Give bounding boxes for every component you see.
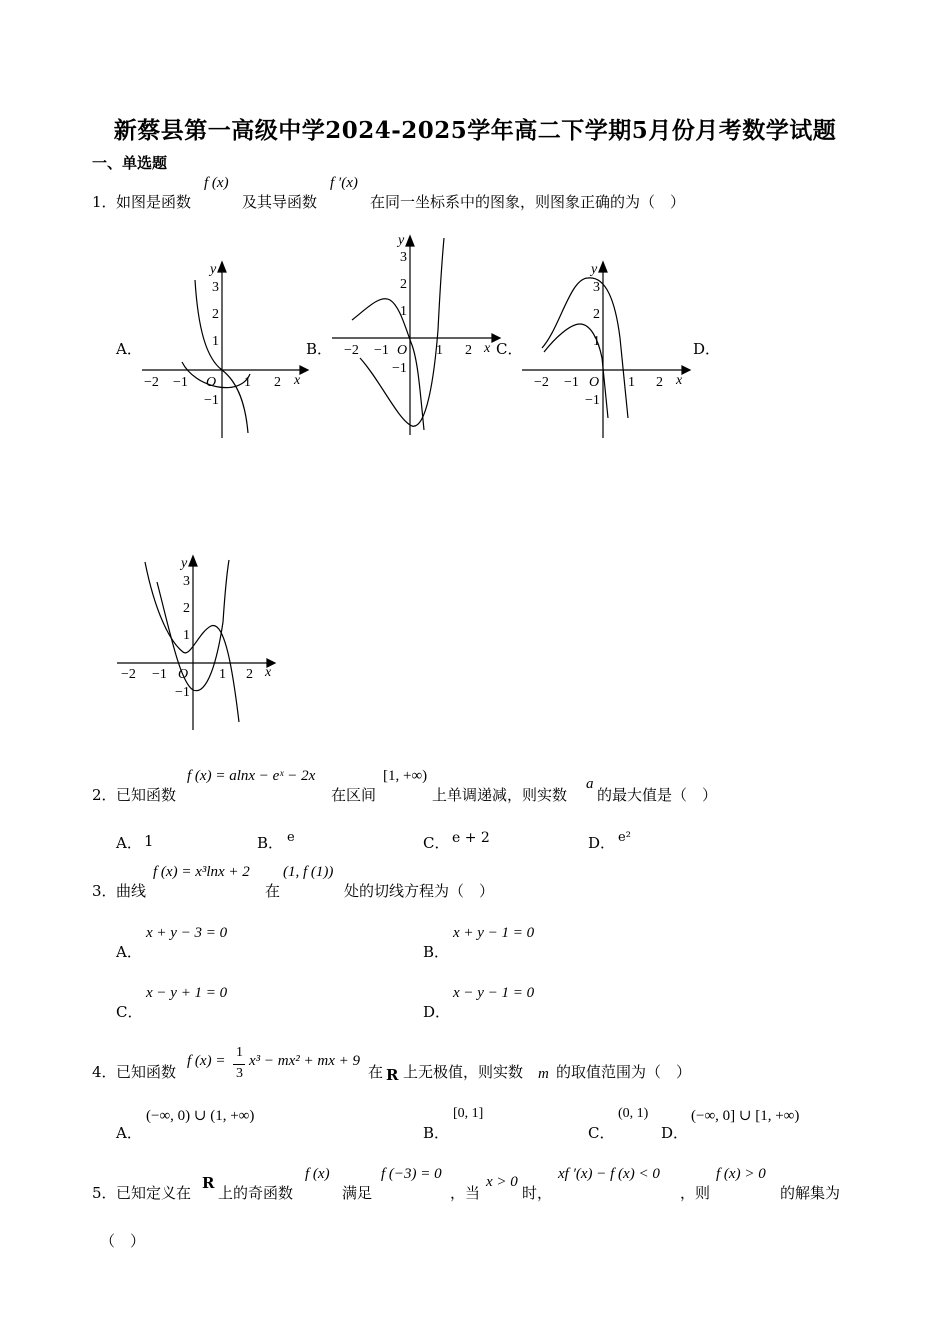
graph-x-tick-label: x (676, 373, 683, 388)
q4-option-b-label: B． (423, 1124, 450, 1142)
graph-y-tick-label: 3 (212, 280, 219, 295)
graph-x-tick-label: 2 (465, 343, 472, 358)
q5-text-3: 满足 (342, 1184, 373, 1202)
axis-arrow (599, 262, 607, 272)
function-curve (352, 299, 424, 430)
q2-expr: f (x) = alnx − eˣ − 2x (187, 768, 316, 784)
axis-arrow (492, 334, 500, 342)
q2-option-b-label: B． (257, 834, 284, 852)
q5-cond-1: f (−3) = 0 (381, 1166, 442, 1182)
axis-arrow (300, 366, 308, 374)
q1-func: f (x) (204, 175, 229, 191)
graph-x-tick-label: 1 (219, 667, 226, 682)
graph-x-tick-label: −1 (173, 375, 188, 390)
q4-option-c-label: C． (588, 1124, 615, 1142)
section-heading: 一、单选题 (92, 154, 168, 172)
q2-option-c-value: e + 2 (452, 830, 490, 846)
graph-y-tick-label: y (181, 556, 188, 571)
q2-text-2: 在区间 (331, 786, 377, 804)
graph-d (115, 552, 285, 732)
q1-option-a-label: A． (116, 340, 142, 358)
q3-expr: f (x) = x³lnx + 2 (153, 864, 250, 880)
q3-text-1: 曲线 (116, 882, 147, 900)
q3-option-c-value: x − y + 1 = 0 (146, 985, 228, 1001)
q2-number: 2． (92, 786, 117, 804)
graph-x-tick-label: O (397, 343, 408, 358)
q4-option-b-value: [0, 1] (453, 1106, 484, 1121)
graph-c (520, 258, 690, 443)
q4-expr-b: x³ − mx² + mx + 9 (249, 1053, 360, 1069)
q4-text-4: 的取值范围为（ ） (556, 1063, 692, 1081)
q4-frac-bar (233, 1064, 245, 1065)
graph-y-tick-label: 1 (183, 628, 190, 643)
q2-option-c-label: C． (423, 834, 450, 852)
axis-arrow (406, 236, 414, 246)
q3-text-2: 在 (265, 882, 281, 900)
q2-text-1: 已知函数 (116, 786, 177, 804)
graph-x-tick-label: −2 (121, 667, 136, 682)
q3-option-d-label: D． (423, 1003, 451, 1021)
graph-y-tick-label: y (591, 262, 598, 277)
q5-text-6: ，则 (680, 1184, 711, 1202)
q2-text-3: 上单调递减，则实数 (432, 786, 568, 804)
q3-option-b-value: x + y − 1 = 0 (453, 925, 535, 941)
q3-option-a-label: A． (116, 943, 142, 961)
graph-y-tick-label: −1 (392, 361, 407, 376)
q5-text-2: 上的奇函数 (218, 1184, 294, 1202)
q2-interval: [1, +∞) (383, 768, 428, 784)
q4-frac-den: 3 (236, 1066, 243, 1081)
axis-arrow (682, 366, 690, 374)
q4-option-d-label: D． (661, 1124, 689, 1142)
graph-x-tick-label: −1 (374, 343, 389, 358)
q5-text-5: 时， (522, 1184, 553, 1202)
q3-text-3: 处的切线方程为（ ） (344, 882, 495, 900)
axis-arrow (218, 262, 226, 272)
q3-option-a-value: x + y − 3 = 0 (146, 925, 228, 941)
q3-option-d-value: x − y − 1 = 0 (453, 985, 535, 1001)
graph-y-tick-label: 1 (400, 304, 407, 319)
graph-y-tick-label: −1 (585, 393, 600, 408)
graph-y-tick-label: 3 (593, 280, 600, 295)
graph-x-tick-label: −2 (144, 375, 159, 390)
graph-y-tick-label: y (398, 233, 405, 248)
graph-x-tick-label: −2 (534, 375, 549, 390)
q1-text-2: 及其导函数 (242, 193, 318, 211)
graph-x-tick-label: x (265, 665, 272, 680)
q1-number: 1． (92, 193, 117, 211)
graph-y-tick-label: y (210, 262, 217, 277)
q3-number: 3． (92, 882, 117, 900)
graph-y-tick-label: −1 (204, 393, 219, 408)
graph-x-tick-label: 2 (246, 667, 253, 682)
graph-b (330, 230, 500, 440)
q4-option-d-value: (−∞, 0] ∪ [1, +∞) (691, 1108, 800, 1124)
graph-y-tick-label: 3 (183, 574, 190, 589)
graph-x-tick-label: 2 (656, 375, 663, 390)
q4-option-c-value: (0, 1) (618, 1106, 649, 1121)
q2-option-d-label: D． (588, 834, 616, 852)
graph-y-tick-label: 2 (593, 307, 600, 322)
q3-option-b-label: B． (423, 943, 450, 961)
graph-y-tick-label: 1 (212, 334, 219, 349)
graph-y-tick-label: 1 (593, 334, 600, 349)
q4-number: 4． (92, 1063, 117, 1081)
q4-text-1: 已知函数 (116, 1063, 177, 1081)
q4-text-3: 上无极值，则实数 (403, 1063, 524, 1081)
graph-x-tick-label: 1 (436, 343, 443, 358)
q5-cond-4: f (x) > 0 (716, 1166, 766, 1182)
q1-option-d-label: D． (693, 340, 721, 358)
graph-y-tick-label: 3 (400, 250, 407, 265)
graph-x-tick-label: O (178, 667, 189, 682)
graph-y-tick-label: 2 (183, 601, 190, 616)
q2-option-a-value: 1 (144, 832, 154, 850)
graph-x-tick-label: 2 (274, 375, 281, 390)
q4-var: m (538, 1066, 549, 1082)
q1-option-b-label: B． (306, 340, 333, 358)
function-curve (145, 562, 239, 722)
q4-text-2: 在 (368, 1063, 384, 1081)
q5-cond-2: x > 0 (486, 1174, 518, 1190)
graph-x-tick-label: x (294, 373, 301, 388)
q4-expr-a: f (x) = (187, 1053, 226, 1069)
q4-frac-num: 1 (236, 1045, 243, 1060)
graph-x-tick-label: O (589, 375, 600, 390)
page-title: 新蔡县第一高级中学2024-2025学年高二下学期5月份月考数学试题 (113, 117, 837, 144)
q2-option-b-value: e (287, 830, 295, 845)
q5-text-1: 已知定义在 (116, 1184, 192, 1202)
graph-y-tick-label: 2 (212, 307, 219, 322)
q2-var: a (586, 776, 594, 792)
q2-option-d-value: e² (618, 830, 631, 845)
graph-x-tick-label: −2 (344, 343, 359, 358)
graph-x-tick-label: O (206, 375, 217, 390)
q4-R: R (386, 1066, 399, 1084)
graph-a (140, 258, 310, 443)
q4-option-a-label: A． (116, 1124, 142, 1142)
graph-y-tick-label: −1 (175, 685, 190, 700)
graph-x-tick-label: 1 (628, 375, 635, 390)
graph-x-tick-label: 1 (244, 375, 251, 390)
graph-x-tick-label: x (484, 341, 491, 356)
q1-text-3: 在同一坐标系中的图象，则图象正确的为（ ） (370, 193, 686, 211)
q3-option-c-label: C． (116, 1003, 143, 1021)
q5-func: f (x) (305, 1166, 330, 1182)
q5-cond-3: xf ′(x) − f (x) < 0 (558, 1166, 660, 1182)
q2-option-a-label: A． (116, 834, 142, 852)
q4-option-a-value: (−∞, 0) ∪ (1, +∞) (146, 1108, 255, 1124)
graph-x-tick-label: −1 (152, 667, 167, 682)
q1-deriv: f ′(x) (330, 175, 358, 191)
q5-number: 5． (92, 1184, 117, 1202)
q5-answer-paren: （ ） (100, 1232, 146, 1250)
q1-text-1: 如图是函数 (116, 193, 192, 211)
axis-arrow (189, 556, 197, 566)
q5-text-4: ，当 (450, 1184, 481, 1202)
graph-y-tick-label: 2 (400, 277, 407, 292)
graph-x-tick-label: −1 (564, 375, 579, 390)
q1-option-c-label: C． (496, 340, 523, 358)
function-curve (360, 238, 444, 426)
q5-R: R (202, 1174, 215, 1192)
q5-text-7: 的解集为 (780, 1184, 841, 1202)
q3-point: (1, f (1)) (283, 864, 334, 880)
q2-text-4: 的最大值是（ ） (597, 786, 718, 804)
